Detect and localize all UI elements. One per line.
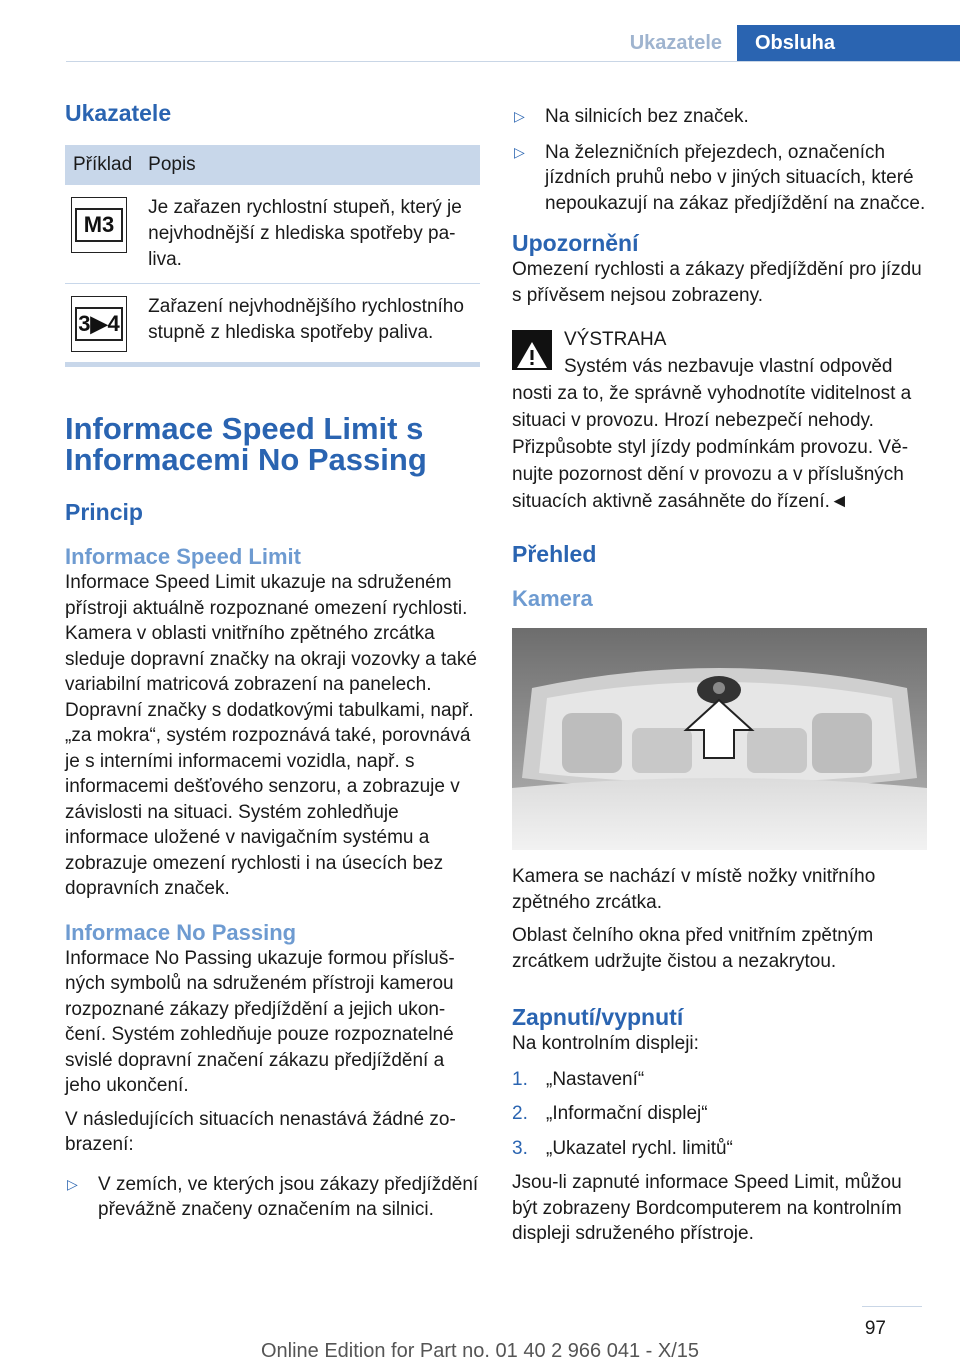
indicator-table	[65, 145, 480, 356]
overview-heading: Přehled	[512, 541, 597, 567]
situations-list	[65, 1172, 480, 1223]
left-column	[65, 100, 480, 1233]
col-header-desc: Popis	[140, 145, 480, 185]
section-title: Ukazatele	[65, 100, 172, 126]
footer-rule	[862, 1306, 922, 1307]
table-row	[65, 185, 480, 284]
header-rule	[66, 61, 960, 62]
triangle-bullet-icon: ▷	[514, 108, 525, 124]
principle-heading: Princip	[65, 499, 143, 525]
row-desc: Je zařazen rychlostní stupeň, který je nejvhodnější z hlediska spotřeby paliva.	[140, 185, 480, 284]
col-header-example: Příklad	[65, 145, 140, 185]
speed-limit-heading: Informace Speed Limit	[65, 544, 301, 569]
list-item: 3. „Ukazatel rychl. limitů“	[512, 1137, 733, 1159]
list-item: 1. „Nastavení“	[512, 1068, 645, 1090]
warning-box	[512, 326, 927, 515]
list-item: 2. „Informační displej“	[512, 1103, 708, 1124]
footer-edition: Online Edition for Part no. 01 40 2 966 041 - X/15	[260, 1340, 700, 1362]
header-section: Ukazatele	[629, 32, 722, 54]
no-passing-text: Informace No Passing ukazuje formou příslušných symbolů na sdruženém přístroji kamerou rozpoznané zákazy předjíždění a jejich ukončení. Systém zohledňuje pouze rozpoznatelné svislé dopravní značení zákazu předjíždění a jeho ukončení.	[65, 947, 455, 1096]
warning-title: VÝSTRAHA	[564, 329, 667, 350]
onoff-heading: Zapnutí/vypnutí	[512, 1004, 684, 1030]
main-title: Informace Speed Limit s Informacemi No Passing	[65, 411, 427, 477]
no-passing-heading: Informace No Passing	[65, 919, 297, 945]
section-divider	[65, 362, 480, 367]
right-column	[512, 100, 927, 1247]
camera-heading: Kamera	[512, 586, 593, 611]
warning-text: nosti za to, že správně vyhodnotíte viditelnost a situaci v provozu. Hrozí nebezpečí nehody. Přizpůsobte styl jízdy podmínkám provozu. Věnujte pozornost dění v provozu a v příslušných situacích aktivně zasáhněte do řízení.◄	[512, 383, 912, 512]
camera-location-image	[512, 628, 927, 850]
situations-intro: V následujících situacích nenastává žádné zobrazení:	[65, 1108, 456, 1155]
table-row	[65, 284, 480, 357]
warning-first-line: Systém vás nezbavuje vlastní odpověd	[564, 356, 893, 377]
notice-text: Omezení rychlosti a zákazy předjíždění pro jízdu s přívěsem nejsou zobrazeny.	[512, 259, 922, 306]
notice-heading: Upozornění	[512, 230, 639, 256]
list-item: ▷ Na železničních přejezdech, označeních jízdních pruhů nebo v jiných situacích, které nepoukazují na zákaz předjíždění na značce.	[514, 141, 926, 214]
closing-text: Jsou-li zapnuté informace Speed Limit, můžou být zobrazeny Bordcomputerem na kontrolním displeji sdruženého přístroje.	[512, 1172, 902, 1244]
gear-shift-icon: 3▶4	[71, 296, 127, 352]
camera-text-1: Kamera se nachází v místě nožky vnitřního zpětného zrcátka.	[512, 866, 876, 913]
triangle-bullet-icon: ▷	[67, 1175, 78, 1192]
row-desc: Zařazení nejvhodnějšího rychlostního stupně z hlediska spotřeby paliva.	[148, 296, 464, 343]
onoff-intro: Na kontrolním displeji:	[512, 1033, 699, 1054]
page-number: 97	[864, 1318, 886, 1339]
list-item: ▷ Na silnicích bez značek.	[512, 104, 927, 130]
speed-limit-text: Informace Speed Limit ukazuje na sdruženém přístroji aktuálně rozpoznané omezení rychlosti. Kamera v oblasti vnitřního zpětného zrcátka sleduje dopravní značky na okraji vozovky a také variabilní matricová zobrazení na panelech. Dopravní značky s dodatkovými tabulkami, např. „za mokra“, systém rozpoznává také, porovnává je s interními informacemi vozidla, např. s informacemi dešťového senzoru, a zobrazuje v závislosti na situaci. Systém zohledňuje informace uložené v navigačním systému a zobrazuje omezení rychlosti i na úsecích bez dopravních značek.	[65, 572, 477, 899]
steps-list	[512, 1067, 927, 1162]
gear-m3-icon: M3	[71, 197, 127, 253]
situations-list-cont	[512, 104, 927, 216]
camera-text-2: Oblast čelního okna před vnitřním zpětným zrcátkem udržujte čistou a nezakrytou.	[512, 925, 874, 972]
triangle-bullet-icon: ▷	[514, 143, 525, 160]
header-chapter: Obsluha	[737, 25, 960, 61]
warning-triangle-icon	[512, 330, 552, 370]
list-item: ▷ V zemích, ve kterých jsou zákazy předjíždění převážně značeny označením na silnici.	[67, 1173, 479, 1220]
